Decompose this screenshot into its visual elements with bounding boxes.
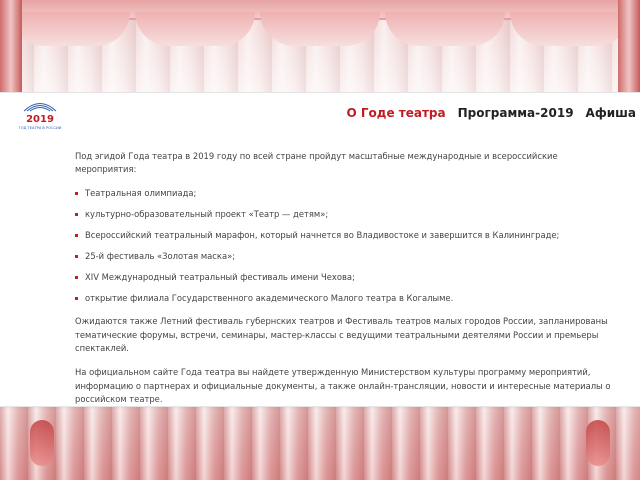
- curtain-bottom-decoration: [0, 405, 640, 480]
- intro-paragraph: Под эгидой Года театра в 2019 году по всей стране пройдут масштабные международные и всероссийские мероприятия:: [75, 151, 558, 175]
- nav-afisha[interactable]: Афиша: [585, 106, 636, 120]
- curtain-tassel-right: [586, 420, 610, 466]
- curtain-tassel-left: [30, 420, 54, 466]
- curtain-swag: [135, 12, 255, 46]
- list-item: 25-й фестиваль «Золотая маска»;: [75, 250, 615, 263]
- curtain-top-decoration: [0, 0, 640, 92]
- logo-year: 2019: [26, 114, 54, 125]
- events-list: [75, 187, 615, 305]
- curtain-swag: [385, 12, 505, 46]
- curtain-swag: [510, 12, 630, 46]
- list-item: Всероссийский театральный марафон, который начнется во Владивостоке и завершится в Калининграде;: [75, 229, 615, 242]
- list-item: открытие филиала Государственного академического Малого театра в Когалыме.: [75, 292, 615, 305]
- list-item: XIV Международный театральный фестиваль имени Чехова;: [75, 271, 615, 284]
- article-content: [75, 150, 615, 407]
- official-site-paragraph: На официальном сайте Года театра вы найдете утвержденную Министерством культуры программу мероприятий, информацию о партнерах и официальные документы, а также онлайн-трансляции, новости и интересные материалы о российском театре.: [75, 367, 611, 405]
- logo-subtitle: ГОД ТЕАТРА В РОССИИ: [18, 126, 62, 130]
- screenshot-panel: [0, 92, 640, 407]
- main-nav: [346, 106, 636, 120]
- site-header: [0, 93, 640, 138]
- curtain-swag: [260, 12, 380, 46]
- list-item: Театральная олимпиада;: [75, 187, 615, 200]
- curtain-swag: [10, 12, 130, 46]
- list-item: культурно-образовательный проект «Театр — детям»;: [75, 208, 615, 221]
- festivals-paragraph: Ожидаются также Летний фестиваль губернских театров и Фестиваль театров малых городов России, запланированы тематические форумы, встречи, семинары, мастер-классы с ведущими театральными деятелями России и премьеры спектаклей.: [75, 316, 608, 354]
- nav-about-year[interactable]: О Годе театра: [346, 106, 446, 120]
- year-of-theatre-logo[interactable]: [12, 98, 68, 130]
- nav-program-2019[interactable]: Программа-2019: [457, 106, 574, 120]
